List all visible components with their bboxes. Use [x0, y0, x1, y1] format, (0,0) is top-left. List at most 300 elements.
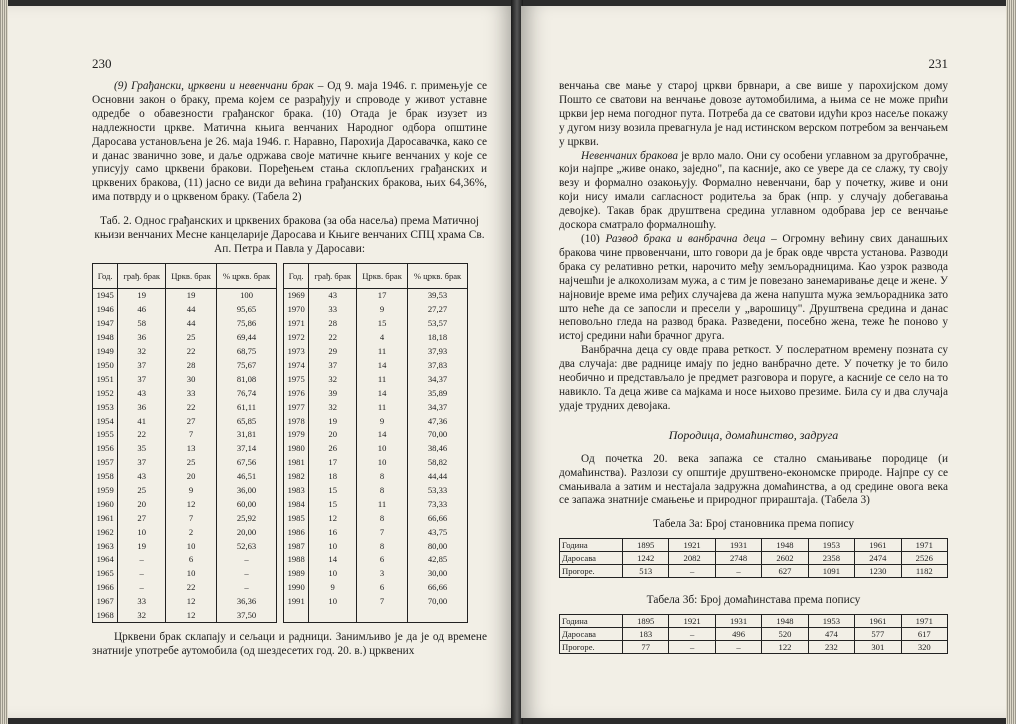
paragraph-family: Од почетка 20. века запажа се стално смањивање породице (и домаћинства). Разлози су општије друштвено-економске природе. Најпре су се смањивала а затим и нестајала задружна домаћинства, а од средине овога века се запажа знатније смањење и природног прираштаја. (Табела 3)	[559, 452, 948, 507]
table-cell: 29	[309, 344, 357, 358]
table-cell: 1242	[623, 552, 669, 565]
table-cell: 2	[166, 525, 217, 539]
table-cell: 61,11	[217, 400, 277, 414]
table-cell: 10	[166, 566, 217, 580]
table-cell: 1931	[715, 614, 761, 627]
table-cell: 1966	[93, 580, 118, 594]
table-cell: 19	[118, 539, 166, 553]
table-row	[284, 441, 468, 455]
paragraph-illegitimate-children: Ванбрачна деца су овде права реткост. У послератном времену позната су два случаја: две раднице имају по једно ванбрачно дете. У почетку је то било необично и представљало је предмет разговора и поруге, а касније се село на то навикло. Та деца живе са мајкама и носе њихово презиме. Била су и два случаја удаје трудних девојака.	[559, 344, 948, 412]
table-cell: 33	[166, 386, 217, 400]
table-cell: –	[118, 566, 166, 580]
table-row	[93, 302, 277, 316]
table-cell: 1971	[901, 539, 947, 552]
table-cell: Даросава	[560, 552, 623, 565]
table-cell: 1948	[762, 539, 808, 552]
section-heading: Породица, домаћинство, задруга	[668, 427, 839, 442]
table-cell: 33	[309, 302, 357, 316]
paragraph-divorce	[559, 233, 948, 344]
table-cell: 17	[357, 288, 408, 302]
table-row	[93, 608, 277, 622]
table-row	[284, 344, 468, 358]
table-row	[93, 400, 277, 414]
table-cell: 28	[309, 316, 357, 330]
table-cell: 37	[118, 358, 166, 372]
table-cell: 11	[357, 497, 408, 511]
table-cell: 10	[166, 539, 217, 553]
table-cell: 37,50	[217, 608, 277, 622]
table-cell: 9	[309, 580, 357, 594]
table-row	[284, 483, 468, 497]
table-row	[93, 594, 277, 608]
table-cell: 1988	[284, 552, 309, 566]
table-cell: 20	[309, 427, 357, 441]
table-cell: 10	[309, 539, 357, 553]
table-row	[284, 302, 468, 316]
table-cell: 11	[357, 344, 408, 358]
table-row	[93, 455, 277, 469]
paragraph-body: – Од 9. маја 1946. г. примењује се Основни закон о браку, према којем се разрађују и спроводе у живот уставне одредбе о обавезности грађанског брака. (10) Отада је брак изузет из надлежности цркве. Матична књига венчаних Народног одбора општине Даросава установљена је 26. маја 1946. г. Наравно, Парохија Даросавачка, како се и данас званично зове, и даље одржава своје матичне књиге венчаних у које се уписују само црквени бракови. Поређењем стања склопљених грађанских и црквених бракова, (11) јасно се види да већина грађанских бракова, њих 64,36%, има потврду и о црквеном браку. (Табела 2)	[92, 80, 487, 204]
table-cell: 10	[118, 525, 166, 539]
table-cell: 14	[357, 358, 408, 372]
table-cell: 75,86	[217, 316, 277, 330]
table-cell: 1986	[284, 525, 309, 539]
table-cell: 2082	[669, 552, 715, 565]
table-cell: 1954	[93, 414, 118, 428]
table-cell: 28	[166, 358, 217, 372]
book-edge-left	[0, 0, 8, 724]
table-row	[93, 288, 277, 302]
table-cell: 43	[118, 386, 166, 400]
table-cell: 1947	[93, 316, 118, 330]
table-cell: 58	[118, 316, 166, 330]
table-cell: 1958	[93, 469, 118, 483]
table-cell: 1973	[284, 344, 309, 358]
left-page	[8, 6, 513, 718]
table-cell: 7	[357, 525, 408, 539]
table-cell: 12	[309, 511, 357, 525]
table-cell: 25	[118, 483, 166, 497]
table-cell: 19	[166, 288, 217, 302]
table-cell: 60,00	[217, 497, 277, 511]
table-cell: 6	[357, 580, 408, 594]
table-cell: Година	[560, 614, 623, 627]
table-row	[93, 316, 277, 330]
table-cell: 1991	[284, 594, 309, 608]
table-cell: 11	[357, 372, 408, 386]
table-row	[93, 539, 277, 553]
table-cell: 22	[166, 344, 217, 358]
table-cell: 1957	[93, 455, 118, 469]
table-2-caption: Таб. 2. Однос грађанских и црквених бракова (за оба насеља) према Матичној књизи венчаних Месне канцеларије Даросава и Књиге венчаних СПЦ храма Св. Ап. Петра и Павла у Даросави:	[94, 215, 485, 255]
table-cell: 18	[309, 469, 357, 483]
table-cell: 32	[309, 400, 357, 414]
table-cell: 1972	[284, 330, 309, 344]
table-header-cell: Цркв. брак	[357, 263, 408, 288]
table-row	[284, 469, 468, 483]
table-cell: 66,66	[408, 511, 468, 525]
table-cell: 12	[166, 497, 217, 511]
page-number-right: 231	[928, 56, 948, 71]
table-cell: 43	[118, 469, 166, 483]
table-cell	[309, 608, 357, 622]
table-cell: 53,33	[408, 483, 468, 497]
table-cell: 44	[166, 302, 217, 316]
table-header-cell: % цркв. брак	[408, 263, 468, 288]
table-cell: 32	[309, 372, 357, 386]
table-cell: 34,37	[408, 400, 468, 414]
table-cell: 1969	[284, 288, 309, 302]
table-cell: 10	[309, 594, 357, 608]
table-cell: 30,00	[408, 566, 468, 580]
table-cell: 22	[118, 427, 166, 441]
table-cell: 122	[762, 640, 808, 653]
table-cell: 53,57	[408, 316, 468, 330]
table-cell: 36	[118, 400, 166, 414]
table-3a-caption: Табела 3а: Број становника према попису	[652, 518, 855, 531]
table-cell: 1953	[808, 614, 854, 627]
table-cell: 627	[762, 565, 808, 578]
table-cell: 1967	[93, 594, 118, 608]
table-cell: 32	[118, 608, 166, 622]
table-row	[284, 608, 468, 622]
table-cell: 47,36	[408, 414, 468, 428]
table-row	[93, 372, 277, 386]
table-cell: 67,56	[217, 455, 277, 469]
table-cell	[408, 608, 468, 622]
table-cell: –	[669, 565, 715, 578]
table-cell: 12	[166, 594, 217, 608]
table-row	[93, 330, 277, 344]
table-cell: 1980	[284, 441, 309, 455]
table-cell: –	[715, 565, 761, 578]
table-cell: 1948	[93, 330, 118, 344]
table-cell: 496	[715, 627, 761, 640]
table-row	[284, 552, 468, 566]
table-cell: 1964	[93, 552, 118, 566]
table-cell: 15	[309, 483, 357, 497]
table-cell: 10	[309, 566, 357, 580]
table-cell: 1945	[93, 288, 118, 302]
table-cell: 77	[623, 640, 669, 653]
table-cell: 27,27	[408, 302, 468, 316]
table-cell: 32	[118, 344, 166, 358]
table-cell: 27	[166, 414, 217, 428]
table-cell: 36,00	[217, 483, 277, 497]
table-cell: 1987	[284, 539, 309, 553]
table-cell: 1981	[284, 455, 309, 469]
table-cell: Година	[560, 539, 623, 552]
table-cell: 232	[808, 640, 854, 653]
table-cell: 1976	[284, 386, 309, 400]
table-cell: 68,75	[217, 344, 277, 358]
table-header-cell: грађ. брак	[309, 263, 357, 288]
table-cell: 1983	[284, 483, 309, 497]
paragraph-weddings: венчања све мање у старој цркви брвнари, а све више у парохијском дому Пошто се сватови на венчање довозе аутомобилима, а њима се не може прићи цркви јер нема погодног пута. Потреба да се сватови идући кроз насеље покажу у дугом низу возила превагнула је над истинском верском потребом за венчањем у цркви.	[559, 80, 948, 148]
table-cell: 10	[357, 441, 408, 455]
table-cell: 1970	[284, 302, 309, 316]
table-cell: –	[217, 580, 277, 594]
table-cell: 2474	[855, 552, 901, 565]
table-cell: 15	[309, 497, 357, 511]
table-cell: 1182	[901, 565, 947, 578]
table-row	[93, 441, 277, 455]
table-cell: 1963	[93, 539, 118, 553]
table-cell: Даросава	[560, 627, 623, 640]
paragraph-church-marriage: Црквени брак склапају и сељаци и радници. Занимљиво је да је од времене знатније употребе аутомобила (од шездесетих год. 20. в.) црквених	[92, 630, 487, 657]
table-cell: 19	[309, 414, 357, 428]
table-cell: 13	[166, 441, 217, 455]
table-cell: 14	[309, 552, 357, 566]
table-cell: 73,33	[408, 497, 468, 511]
footnote-ref: (10)	[581, 232, 606, 245]
table-row	[93, 427, 277, 441]
table-cell: 15	[357, 316, 408, 330]
table-cell: 1953	[808, 539, 854, 552]
table-cell: 1230	[855, 565, 901, 578]
table-3a	[559, 538, 948, 578]
table-3b	[559, 614, 948, 654]
table-cell: 1979	[284, 427, 309, 441]
table-row	[284, 580, 468, 594]
table-cell: 1960	[93, 497, 118, 511]
table-cell: 320	[901, 640, 947, 653]
table-cell: 100	[217, 288, 277, 302]
table-row	[284, 386, 468, 400]
table-row	[284, 511, 468, 525]
table-header-cell: Год.	[284, 263, 309, 288]
table-cell: 617	[901, 627, 947, 640]
table-cell: 1948	[762, 614, 808, 627]
table-cell: 25	[166, 330, 217, 344]
table-cell: 69,44	[217, 330, 277, 344]
table-cell: 1091	[808, 565, 854, 578]
table-cell: 520	[762, 627, 808, 640]
right-page	[521, 6, 1008, 718]
table-cell: 1921	[669, 614, 715, 627]
table-row	[284, 400, 468, 414]
table-cell	[284, 608, 309, 622]
table-cell: 1949	[93, 344, 118, 358]
table-cell: 26	[309, 441, 357, 455]
table-cell: 1953	[93, 400, 118, 414]
paragraph-lead: Развод брака и ванбрачна деца	[605, 232, 766, 245]
table-row	[284, 594, 468, 608]
table-cell: 81,08	[217, 372, 277, 386]
table-cell	[357, 608, 408, 622]
table-cell: 46	[118, 302, 166, 316]
table-cell: 70,00	[408, 427, 468, 441]
table-cell: 66,66	[408, 580, 468, 594]
table-cell: 20	[166, 469, 217, 483]
table-row	[93, 483, 277, 497]
table-cell: 19	[118, 288, 166, 302]
table-cell: 33	[118, 594, 166, 608]
table-cell: 1971	[901, 614, 947, 627]
table-cell: 2526	[901, 552, 947, 565]
table-cell: 20,00	[217, 525, 277, 539]
table-cell: 7	[166, 511, 217, 525]
table-cell: 1921	[669, 539, 715, 552]
table-cell: 474	[808, 627, 854, 640]
table-cell: 2602	[762, 552, 808, 565]
table-cell: 39	[309, 386, 357, 400]
table-cell: 7	[357, 594, 408, 608]
table-cell: 16	[309, 525, 357, 539]
table-cell: 11	[357, 400, 408, 414]
table-cell: 1895	[623, 614, 669, 627]
table-cell: 22	[309, 330, 357, 344]
table-cell: 37	[309, 358, 357, 372]
table-cell: 1962	[93, 525, 118, 539]
table-cell: 12	[166, 608, 217, 622]
table-cell: 1961	[855, 614, 901, 627]
table-cell: 27	[118, 511, 166, 525]
table-cell: 39,53	[408, 288, 468, 302]
table-cell: 1946	[93, 302, 118, 316]
table-cell: 46,51	[217, 469, 277, 483]
table-cell: 43,75	[408, 525, 468, 539]
table-cell: –	[669, 640, 715, 653]
table-row	[284, 455, 468, 469]
paragraph-lead: (9) Грађански, црквени и невенчани брак	[114, 80, 314, 92]
table-cell: 8	[357, 511, 408, 525]
table-row	[93, 566, 277, 580]
table-row	[284, 414, 468, 428]
table-cell: 1931	[715, 539, 761, 552]
paragraph-civil-marriage	[92, 80, 487, 205]
table-cell: 1965	[93, 566, 118, 580]
table-3b-caption: Табела 3б: Број домаћинстава према попису	[646, 594, 861, 607]
table-row	[93, 580, 277, 594]
table-row	[560, 640, 948, 653]
table-cell: 22	[166, 580, 217, 594]
table-cell: 42,85	[408, 552, 468, 566]
table-cell: 301	[855, 640, 901, 653]
table-cell: 183	[623, 627, 669, 640]
table-cell: 65,85	[217, 414, 277, 428]
table-cell: –	[217, 552, 277, 566]
table-cell: 8	[357, 539, 408, 553]
table-2-right-half	[283, 263, 468, 623]
table-cell: 1978	[284, 414, 309, 428]
table-row	[93, 469, 277, 483]
table-cell: 20	[118, 497, 166, 511]
table-row	[284, 539, 468, 553]
table-cell: 37	[118, 455, 166, 469]
table-cell: 58,82	[408, 455, 468, 469]
table-row	[284, 316, 468, 330]
table-cell: Прогоре.	[560, 640, 623, 653]
table-row	[560, 539, 948, 552]
table-cell: 14	[357, 427, 408, 441]
table-cell: –	[715, 640, 761, 653]
table-cell: 52,63	[217, 539, 277, 553]
table-cell: 1977	[284, 400, 309, 414]
table-cell: 41	[118, 414, 166, 428]
table-cell: 22	[166, 400, 217, 414]
table-cell: 1952	[93, 386, 118, 400]
table-cell: 1961	[855, 539, 901, 552]
table-cell: 31,81	[217, 427, 277, 441]
table-row	[93, 525, 277, 539]
table-row	[560, 627, 948, 640]
table-row	[560, 552, 948, 565]
table-cell: 9	[357, 414, 408, 428]
table-row	[284, 497, 468, 511]
table-header-cell: Год.	[93, 263, 118, 288]
table-cell: 2358	[808, 552, 854, 565]
table-cell: 8	[357, 469, 408, 483]
table-cell: 1959	[93, 483, 118, 497]
table-cell: 80,00	[408, 539, 468, 553]
table-cell: 7	[166, 427, 217, 441]
table-cell: 38,46	[408, 441, 468, 455]
table-cell: 1955	[93, 427, 118, 441]
table-header-cell: Цркв. брак	[166, 263, 217, 288]
table-row	[93, 414, 277, 428]
table-row	[284, 358, 468, 372]
table-row	[560, 614, 948, 627]
table-cell: 1951	[93, 372, 118, 386]
table-row	[284, 427, 468, 441]
table-cell: 35,89	[408, 386, 468, 400]
table-cell: 35	[118, 441, 166, 455]
table-row	[93, 497, 277, 511]
paragraph-unmarried	[559, 150, 948, 233]
paragraph-body: – Огромну већину свих данашњих бракова чине првовенчани, што говори да је брак овде чврста установа. Разводи брака су релативно ретки, нарочито међу земљорадницима. Као узрок развода најчешћи је алкохолизам мужа, а с тим је повезано занемаривање деце и жене. У најновије време има ређих случајева да жена напушта мужа земљорадника зато што неће да се запосли и пресели у „варошицу". Друштвена средина и данас неповољно гледа на развод брака. Разведени, посебно жена, теже ће поново у истој средини наћи брачног друга.	[559, 232, 948, 343]
table-cell: –	[217, 566, 277, 580]
table-cell: 1971	[284, 316, 309, 330]
table-row	[93, 386, 277, 400]
table-cell: 1968	[93, 608, 118, 622]
table-cell: 17	[309, 455, 357, 469]
table-header-cell: % цркв. брак	[217, 263, 277, 288]
table-row	[284, 372, 468, 386]
table-cell: 95,65	[217, 302, 277, 316]
table-cell: –	[669, 627, 715, 640]
table-cell: 1989	[284, 566, 309, 580]
table-cell: 14	[357, 386, 408, 400]
table-cell: 1956	[93, 441, 118, 455]
table-cell: 36	[118, 330, 166, 344]
table-cell: 1985	[284, 511, 309, 525]
table-cell: 75,67	[217, 358, 277, 372]
table-cell: 76,74	[217, 386, 277, 400]
table-cell: Прогоре.	[560, 565, 623, 578]
table-cell: 43	[309, 288, 357, 302]
table-cell: 44,44	[408, 469, 468, 483]
paragraph-body: је врло мало. Они су особени углавном за другобрачне, који најпре „живе онако, заједно", па касније, ако се увере да се слажу, ту своју везу и формално озакоњују. Формално невенчани, бар у почетку, живе и они који нису имали сагласност родитеља за брак (нпр. у случају добегавања девојке). Такав брак друштвена средина углавном одобрава јер се венчање доскора сматрало формалношћу.	[559, 149, 949, 232]
table-cell: 1975	[284, 372, 309, 386]
table-cell: 1961	[93, 511, 118, 525]
table-row	[284, 566, 468, 580]
table-row	[284, 525, 468, 539]
table-cell: 1984	[284, 497, 309, 511]
table-row	[93, 344, 277, 358]
table-cell: 1974	[284, 358, 309, 372]
table-cell: 1982	[284, 469, 309, 483]
table-cell: 44	[166, 316, 217, 330]
table-row	[93, 552, 277, 566]
table-cell: 9	[357, 302, 408, 316]
table-row	[93, 358, 277, 372]
table-row	[284, 330, 468, 344]
table-cell: 37	[118, 372, 166, 386]
table-cell: 25,92	[217, 511, 277, 525]
table-cell: 30	[166, 372, 217, 386]
table-row	[284, 288, 468, 302]
